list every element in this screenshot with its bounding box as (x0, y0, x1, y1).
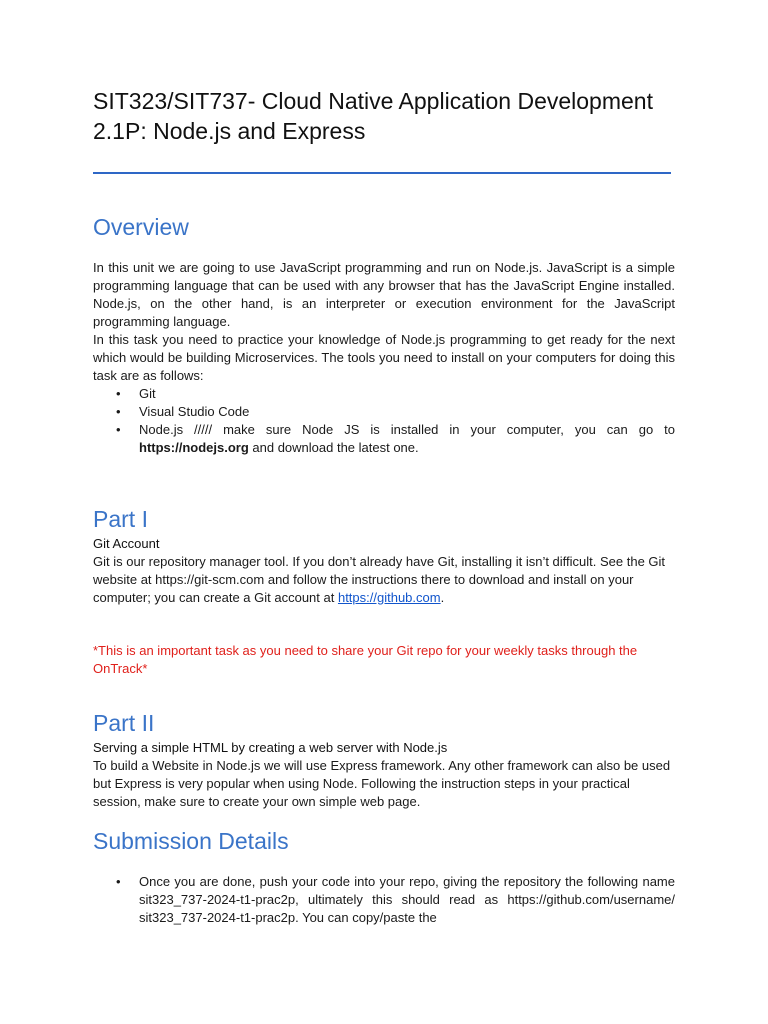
list-item: • Node.js ///// make sure Node JS is installed in your computer, you can go to https://nodejs.org and download the latest one. (116, 422, 675, 455)
submission-section (93, 873, 675, 927)
part-2-paragraph: To build a Website in Node.js we will use Express framework. Any other framework can also be used but Express is very popular when using Node. Following the instruction steps in your practical session, make sure to create your own simple web page. (93, 758, 671, 809)
overview-heading: Overview (93, 214, 189, 240)
bullet-icon: • (116, 386, 121, 401)
list-item: • Git (116, 386, 156, 401)
bullet-icon: • (116, 874, 121, 889)
overview-paragraph-2: In this task you need to practice your knowledge of Node.js programming to get ready for the next which would be building Microservices. The tools you need to install on your computers for doing this task are as follows: (93, 332, 675, 383)
document-title (93, 86, 713, 146)
bullet-icon: • (116, 404, 121, 419)
part-2-subheading: Serving a simple HTML by creating a web server with Node.js (93, 740, 448, 755)
tools-list (93, 385, 675, 457)
github-link[interactable]: https://github.com (337, 590, 441, 605)
overview-paragraph-1: In this unit we are going to use JavaScript programming and run on Node.js. JavaScript is a simple programming language that can be used with any browser that has the JavaScript Engine installed. Node.js, on the other hand, is an interpreter or execution environment for the JavaScript programming language. (93, 260, 675, 329)
important-note: *This is an important task as you need to share your Git repo for your weekly tasks through the OnTrack* (93, 643, 638, 676)
bullet-icon: • (116, 422, 121, 437)
submission-heading: Submission Details (93, 828, 289, 854)
part-1-paragraph: Git is our repository manager tool. If you don’t already have Git, installing it isn’t difficult. See the Git website at https://git-scm.com and follow the instructions there to download and install on your computer; you can create a Git account at https://github.com. (93, 554, 666, 605)
title-line-1: SIT323/SIT737- Cloud Native Application Development (93, 88, 653, 114)
submission-list (93, 873, 675, 927)
git-account-subheading: Git Account (93, 536, 160, 551)
title-line-2: 2.1P: Node.js and Express (93, 118, 366, 144)
overview-section (93, 259, 675, 457)
title-underline (93, 172, 671, 174)
part-1-heading: Part I (93, 506, 148, 532)
nodejs-link-text: https://nodejs.org (139, 440, 249, 455)
list-item: • Visual Studio Code (116, 404, 250, 419)
list-item: • Once you are done, push your code into your repo, giving the repository the following name sit323_737-2024-t1-prac2p, ultimately this should read as https://github.com/username/ sit323_737-2024-t1-prac2p. You can copy/paste the (116, 874, 675, 925)
part-2-heading: Part II (93, 710, 155, 736)
